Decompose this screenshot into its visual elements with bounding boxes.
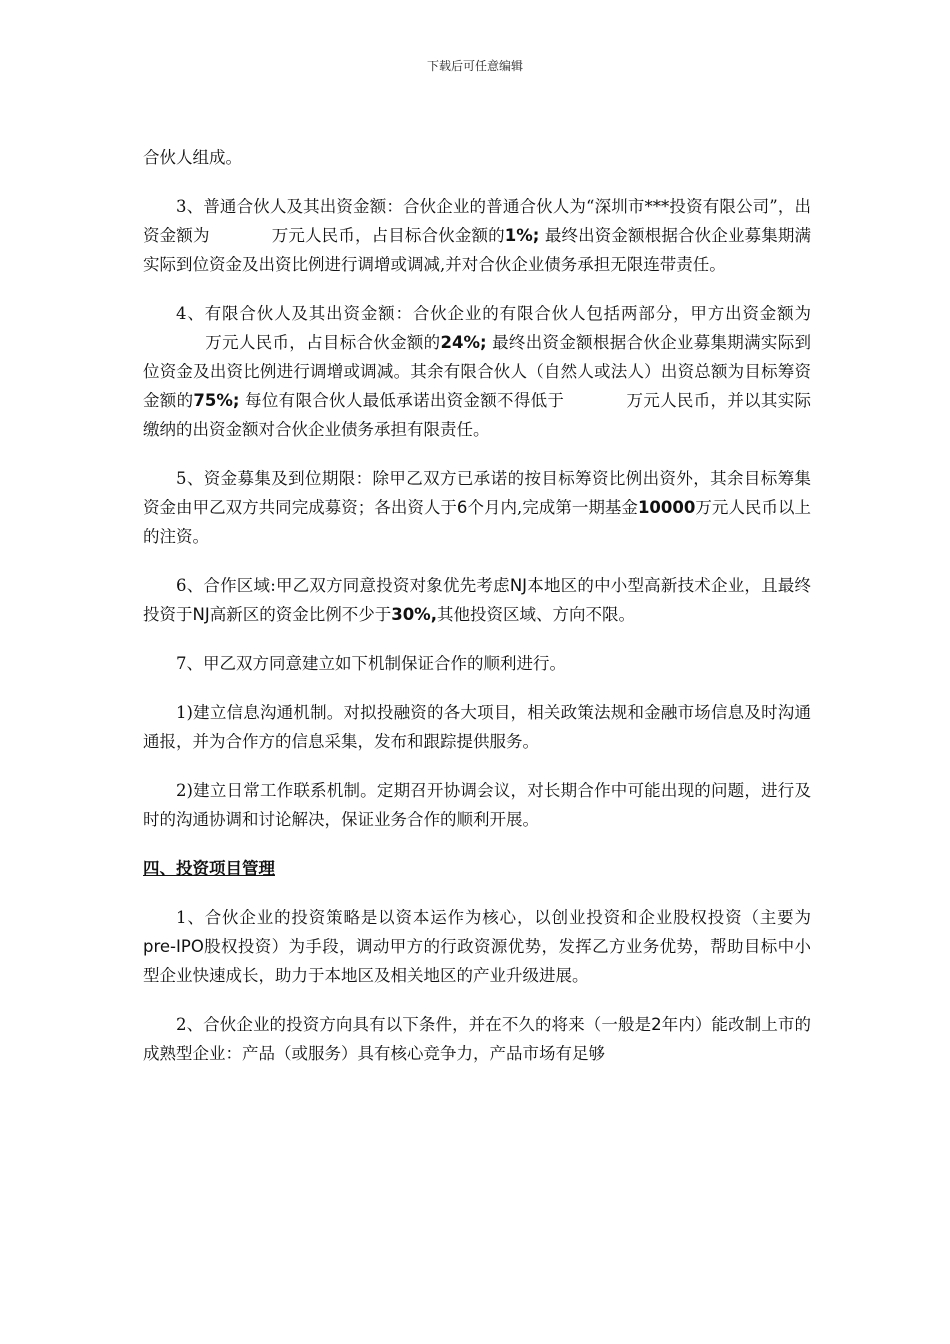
paragraph-direction — [143, 1010, 811, 1068]
text: 年内）能改制上市的成熟型企业：产品（或服务）具有核心竞争力，产品市场有足够 — [143, 1015, 812, 1063]
text: 每位有限合伙人最低承诺出资金额不得低于 — [245, 391, 565, 410]
paragraph-mechanism: 7、甲乙双方同意建立如下机制保证合作的顺利进行。 — [176, 654, 566, 673]
region-code: NJ — [192, 605, 210, 624]
amount-value: 10000 — [637, 498, 696, 517]
paragraph-region — [143, 571, 811, 629]
text: 高新区的资金比例不少于 — [209, 605, 392, 624]
text: 最终出资金额根据合伙企业募集期满实际到位资金及出资比例进行调增或调减。其余有限合伙人（自然人或法人）出资总额为目标筹资金额的 — [143, 333, 812, 410]
page-header: 下载后可任意编辑 — [426, 59, 523, 73]
text: 万元人民币，并以其实际缴纳的出资金额对合伙企业债务承担有限责任。 — [143, 391, 812, 439]
text: 5、资金募集及到位期限：除甲乙双方已承诺的按目标筹资比例出资外，其余目标筹集资金由甲乙双方共同完成募资；各出资人于 — [143, 469, 811, 517]
document-body — [143, 143, 811, 1088]
paragraph-partners-end: 合伙人组成。 — [143, 148, 242, 167]
section-title: 四、投资项目管理 — [143, 859, 275, 878]
region-code: NJ — [509, 576, 528, 595]
text: 最终出资金额根据合伙企业募集期满实际到位资金及出资比例进行调增或调减,并对合伙企业债务承担无限连带责任。 — [143, 226, 812, 274]
percentage: 75%; — [193, 391, 240, 410]
text: 股权投资）为手段，调动甲方的行政资源优势，发挥乙方业务优势，帮助目标中小型企业快速成长，助力于本地区及相关地区的产业升级进展。 — [143, 937, 811, 985]
text: 万元人民币，占目标合伙金额的 — [271, 226, 505, 245]
years-value: 2 — [651, 1015, 662, 1034]
text: 万元人民币以上的注资。 — [143, 498, 811, 546]
paragraph-fundraising — [143, 464, 811, 551]
text: 2、合伙企业的投资方向具有以下条件，并在不久的将来（一般是 — [176, 1015, 652, 1034]
text: 其他投资区域、方向不限。 — [436, 605, 635, 624]
text: 4、有限合伙人及其出资金额：合伙企业的有限合伙人包括两部分，甲方出资金额为 — [176, 304, 811, 323]
paragraph-mechanism-2: 2)建立日常工作联系机制。定期召开协调会议，对长期合作中可能出现的问题，进行及时的沟通协调和讨论解决，保证业务合作的顺利开展。 — [143, 781, 811, 829]
text: 本地区的中小型高新技术企业，且最终投资于 — [143, 576, 811, 624]
text: 1、合伙企业的投资策略是以资本运作为核心，以创业投资和企业股权投资（主要为 — [176, 908, 811, 927]
text: 6、合作区域:甲乙双方同意投资对象优先考虑 — [176, 576, 510, 595]
text: 3、普通合伙人及其出资金额：合伙企业的普通合伙人为“深圳市***投资有限公司”，出资金额为 — [143, 197, 811, 245]
term-pre-ipo: pre-IPO — [143, 937, 204, 956]
paragraph-mechanism-1: 1)建立信息沟通机制。对拟投融资的各大项目，相关政策法规和金融市场信息及时沟通通报，并为合作方的信息采集，发布和跟踪提供服务。 — [143, 703, 811, 751]
paragraph-general-partner — [143, 192, 811, 279]
percentage: 1%; — [504, 226, 540, 245]
text: 万元人民币，占目标合伙金额的 — [205, 333, 441, 352]
paragraph-strategy — [143, 903, 811, 990]
months-value: 6 — [456, 498, 468, 517]
text: 个月内,完成第一期基金 — [467, 498, 638, 517]
paragraph-limited-partner — [143, 299, 811, 444]
percentage: 24%; — [440, 333, 487, 352]
percentage: 30%, — [391, 605, 437, 624]
